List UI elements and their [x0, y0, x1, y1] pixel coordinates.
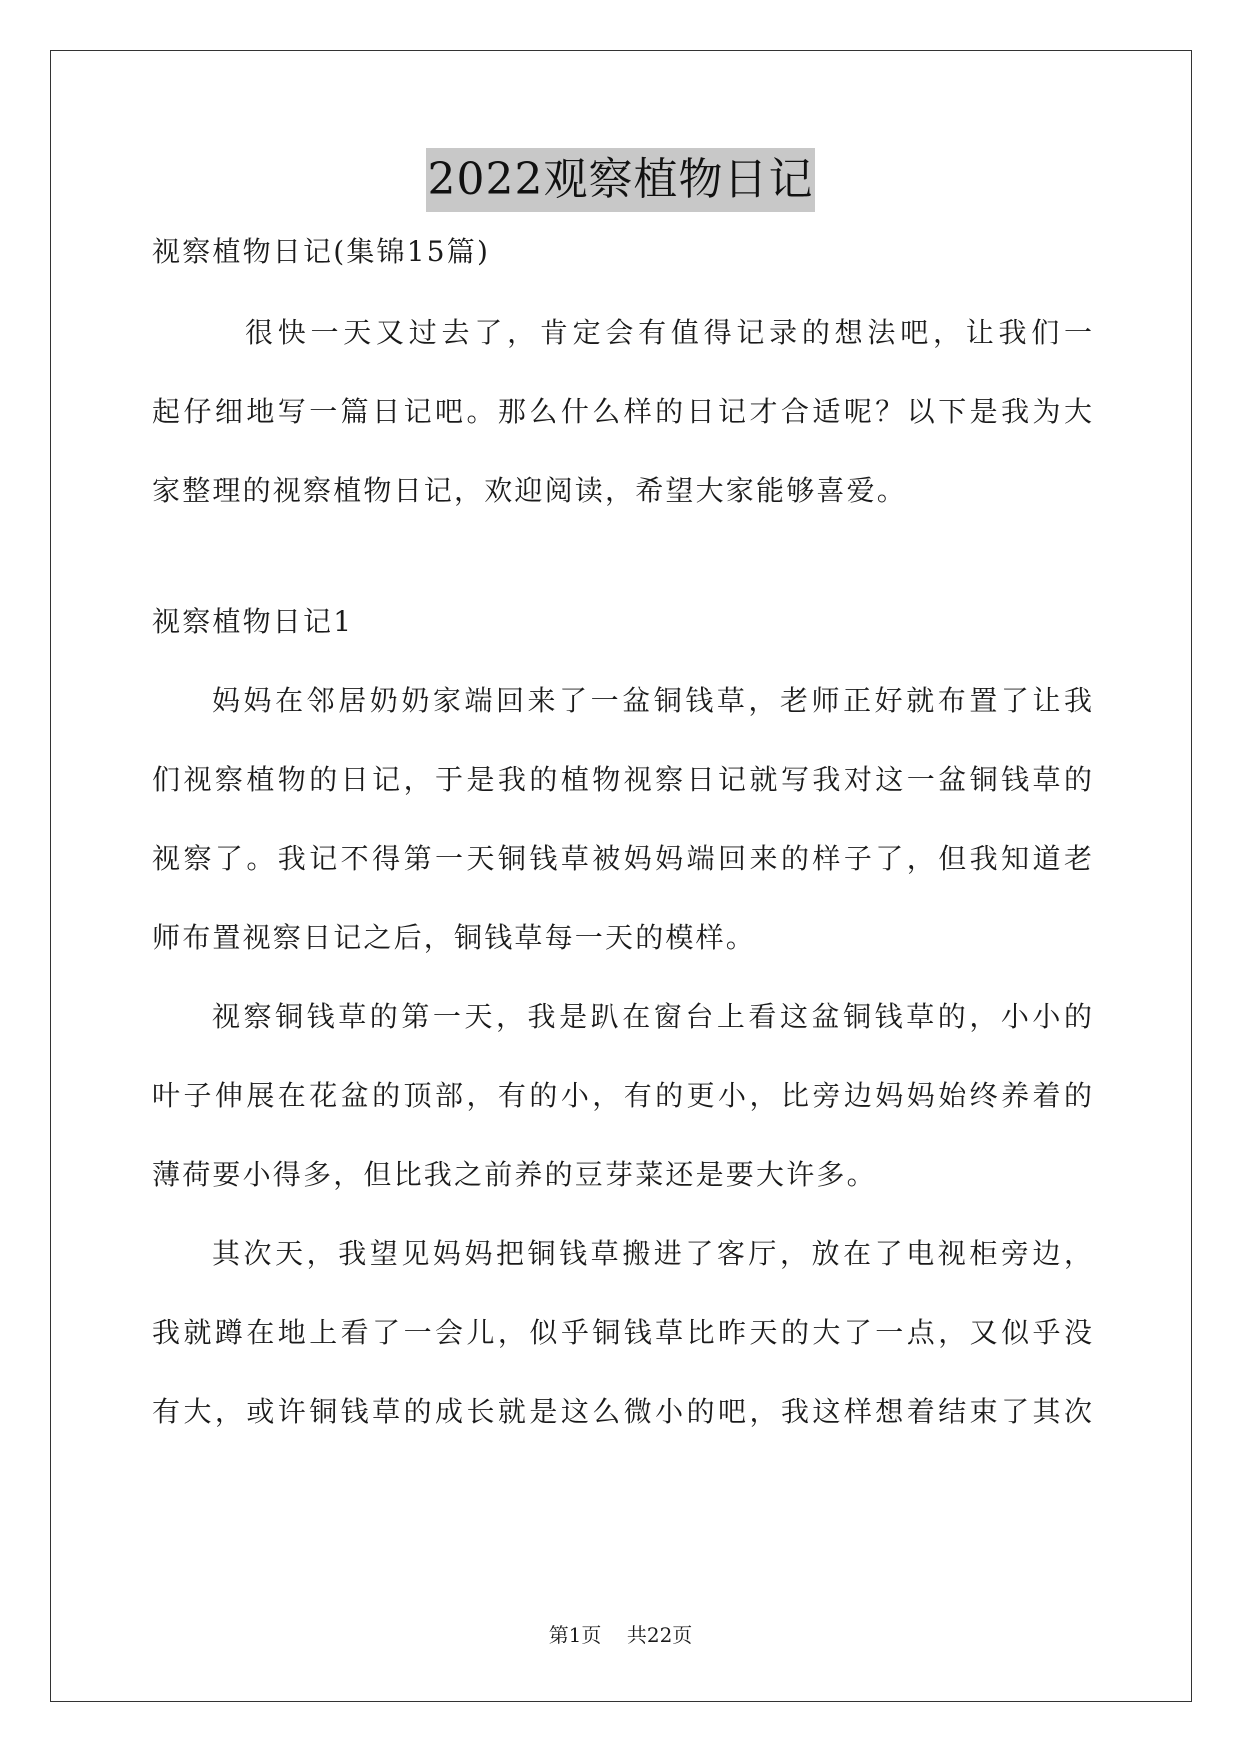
- paragraph-line: 妈妈在邻居奶奶家端回来了一盆铜钱草，老师正好就布置了让我: [212, 684, 1092, 717]
- paragraph-line: 视察了。我记不得第一天铜钱草被妈妈端回来的样子了，但我知道老: [152, 842, 1092, 875]
- paragraph-line: 薄荷要小得多，但比我之前养的豆芽菜还是要大许多。: [152, 1158, 877, 1191]
- intro-line: 很快一天又过去了，肯定会有值得记录的想法吧，让我们一: [245, 316, 1092, 349]
- paragraph-line: 们视察植物的日记，于是我的植物视察日记就写我对这一盆铜钱草的: [152, 763, 1092, 796]
- page-total: 共22页: [626, 1623, 693, 1647]
- page-number: 第1页: [548, 1623, 602, 1647]
- paragraph-line: 师布置视察日记之后，铜钱草每一天的模样。: [152, 921, 757, 954]
- document-subtitle: 视察植物日记(集锦15篇): [152, 235, 491, 268]
- paragraph-line: 叶子伸展在花盆的顶部，有的小，有的更小，比旁边妈妈始终养着的: [152, 1079, 1092, 1112]
- intro-line: 家整理的视察植物日记，欢迎阅读，希望大家能够喜爱。: [152, 474, 908, 507]
- document-title: 2022观察植物日记: [426, 148, 816, 212]
- paragraph-line: 其次天，我望见妈妈把铜钱草搬进了客厅，放在了电视柜旁边，: [212, 1237, 1092, 1270]
- section-heading: 视察植物日记1: [152, 605, 354, 638]
- intro-line: 起仔细地写一篇日记吧。那么什么样的日记才合适呢？以下是我为大: [152, 395, 1092, 428]
- page-footer: [0, 1620, 1241, 1650]
- paragraph-line: 视察铜钱草的第一天，我是趴在窗台上看这盆铜钱草的，小小的: [212, 1000, 1092, 1033]
- paragraph-line: 有大，或许铜钱草的成长就是这么微小的吧，我这样想着结束了其次: [152, 1395, 1092, 1428]
- paragraph-line: 我就蹲在地上看了一会儿，似乎铜钱草比昨天的大了一点，又似乎没: [152, 1316, 1092, 1349]
- title-container: [0, 148, 1241, 212]
